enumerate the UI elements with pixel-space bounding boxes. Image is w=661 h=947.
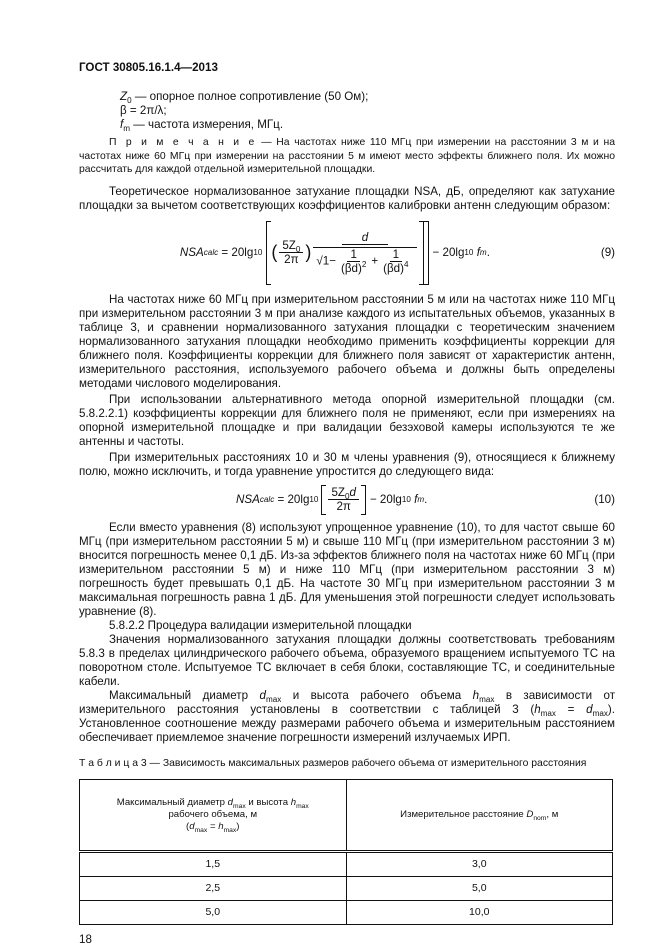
- formula-9: NSA calc = 20lg 10 ( $\frac{5Z_0}{2\pi}$ ) d √1− $\frac{1}{(\beta d)^2}$ + $\frac{1}{(\beta d)^4}$ − 20lg 10 f m . (9): [79, 219, 615, 287]
- definition-z0: $Z_0$ — опорное полное сопротивление (50 Ом);: [120, 90, 369, 105]
- definitions: [120, 90, 615, 132]
- paragraph-validation: Значения нормализованного затухания площадки должны соответствовать требованиям 5.8.3 в пределах цилиндрического рабочего объема, образуемого вращением испытуемого ТС на поворотном столе. Испытуемое ТС включает в себя блоки, составляющие ТС, и соединительные кабели.: [79, 632, 615, 688]
- formula-10: NSA calc = 20lg 10 $\frac{5Z_0d}{2\pi}$ − 20lg 10 f m . (10): [236, 486, 615, 513]
- table-3: [79, 779, 613, 925]
- paragraph-simplification: При измерительных расстояниях 10 и 30 м члены уравнения (9), относящиеся к ближнему полю, можно исключить, и тогда уравнение упростится до следующего вида:: [79, 450, 615, 478]
- paragraph-max-dimensions: Максимальный диаметр $d_{max}$ и высота рабочего объема $h_{max}$ в зависимости от измерительного расстояния установлены в соответствии с таблицей 3 $(h_{max} = d_{max})$. Установленное соотношение между размерами рабочего объема и измерительным расстоянием обеспечивает приемлемое значение погрешности измерений излучаемых ИРП.: [79, 688, 616, 744]
- document-header: ГОСТ 30805.16.1.4—2013: [79, 61, 218, 74]
- page-number: 18: [79, 932, 92, 946]
- definition-fm: $f_m$ — частота измерения, МГц.: [120, 118, 284, 133]
- section-heading: 5.8.2.2 Процедура валидации измерительной площадки: [109, 618, 412, 632]
- equation-number-9: (9): [600, 246, 615, 259]
- table-row: 2,5 5,0: [80, 876, 613, 900]
- column-header-distance: Измерительное расстояние $D_{nom}$, м: [346, 779, 613, 851]
- definition-beta: β = 2π/λ;: [120, 104, 167, 117]
- table-caption: Т а б л и ц а 3 — Зависимость максимальных размеров рабочего объема от измерительного расстояния: [79, 757, 587, 769]
- note: П р и м е ч а н и е — На частотах ниже 110 МГц при измерении на расстоянии 3 м и на частотах ниже 60 МГц при измерении на расстоянии 5 м имеют место эффекты ближнего поля. Их можно рассчитать для каждой отдельной измерительной площадки.: [79, 137, 615, 175]
- table-row: 1,5 3,0: [80, 851, 613, 876]
- document-page: [79, 0, 615, 947]
- paragraph-near-field: На частотах ниже 60 МГц при измерительном расстоянии 5 м или на частотах ниже 110 МГц при измерительном расстоянии 3 м при анализе каждого из испытательных объемов, указанных в таблице 3, и сравнении нормализованного затухания площадки с теоретическим значением нормализованного затухания площадки необходимо применить коэффициенты коррекции для ближнего поля. Коэффициенты коррекции для ближнего поля зависят от характеристик антенн, измерительного расстояния, используемого рабочего объема и должны быть определены методами числового моделирования.: [79, 292, 615, 390]
- paragraph-alternative-method: При использовании альтернативного метода опорной измерительной площадки (см. 5.8.2.2.1) коэффициенты коррекции для ближнего поля не применяют, если при измерениях на опорной измерительной площадке и при валидации безэховой камеры используются те же антенны и частоты.: [79, 392, 615, 448]
- table-row: 5,0 10,0: [80, 900, 613, 924]
- column-header-diameter: Максимальный диаметр $d_{max}$ и высота $h_{max}$ рабочего объема, м $(d_{max} = h_{max})$: [80, 779, 347, 851]
- paragraph-error: Если вместо уравнения (8) используют упрощенное уравнение (10), то для частот свыше 60 МГц (при измерительном расстоянии 5 м) и свыше 110 МГц (при измерительном расстоянии 3 м) вносится погрешность менее 0,1 дБ. Из-за эффектов ближнего поля на частотах ниже 60 МГц (при измерительном расстоянии 5 м) и ниже 110 МГц (при измерительном расстоянии 3 м) погрешность будет превышать 0,1 дБ. На частоте 30 МГц при измерительном расстоянии 3 м максимальная погрешность равна 1 дБ. Для уменьшения этой погрешности следует использовать уравнение (8).: [79, 520, 615, 618]
- equation-number-10: (10): [594, 493, 615, 506]
- paragraph-nsa-intro: Теоретическое нормализованное затухание площадки NSA, дБ, определяют как затухание площадки за вычетом соответствующих коэффициентов калибровки антенн следующим образом:: [79, 184, 615, 212]
